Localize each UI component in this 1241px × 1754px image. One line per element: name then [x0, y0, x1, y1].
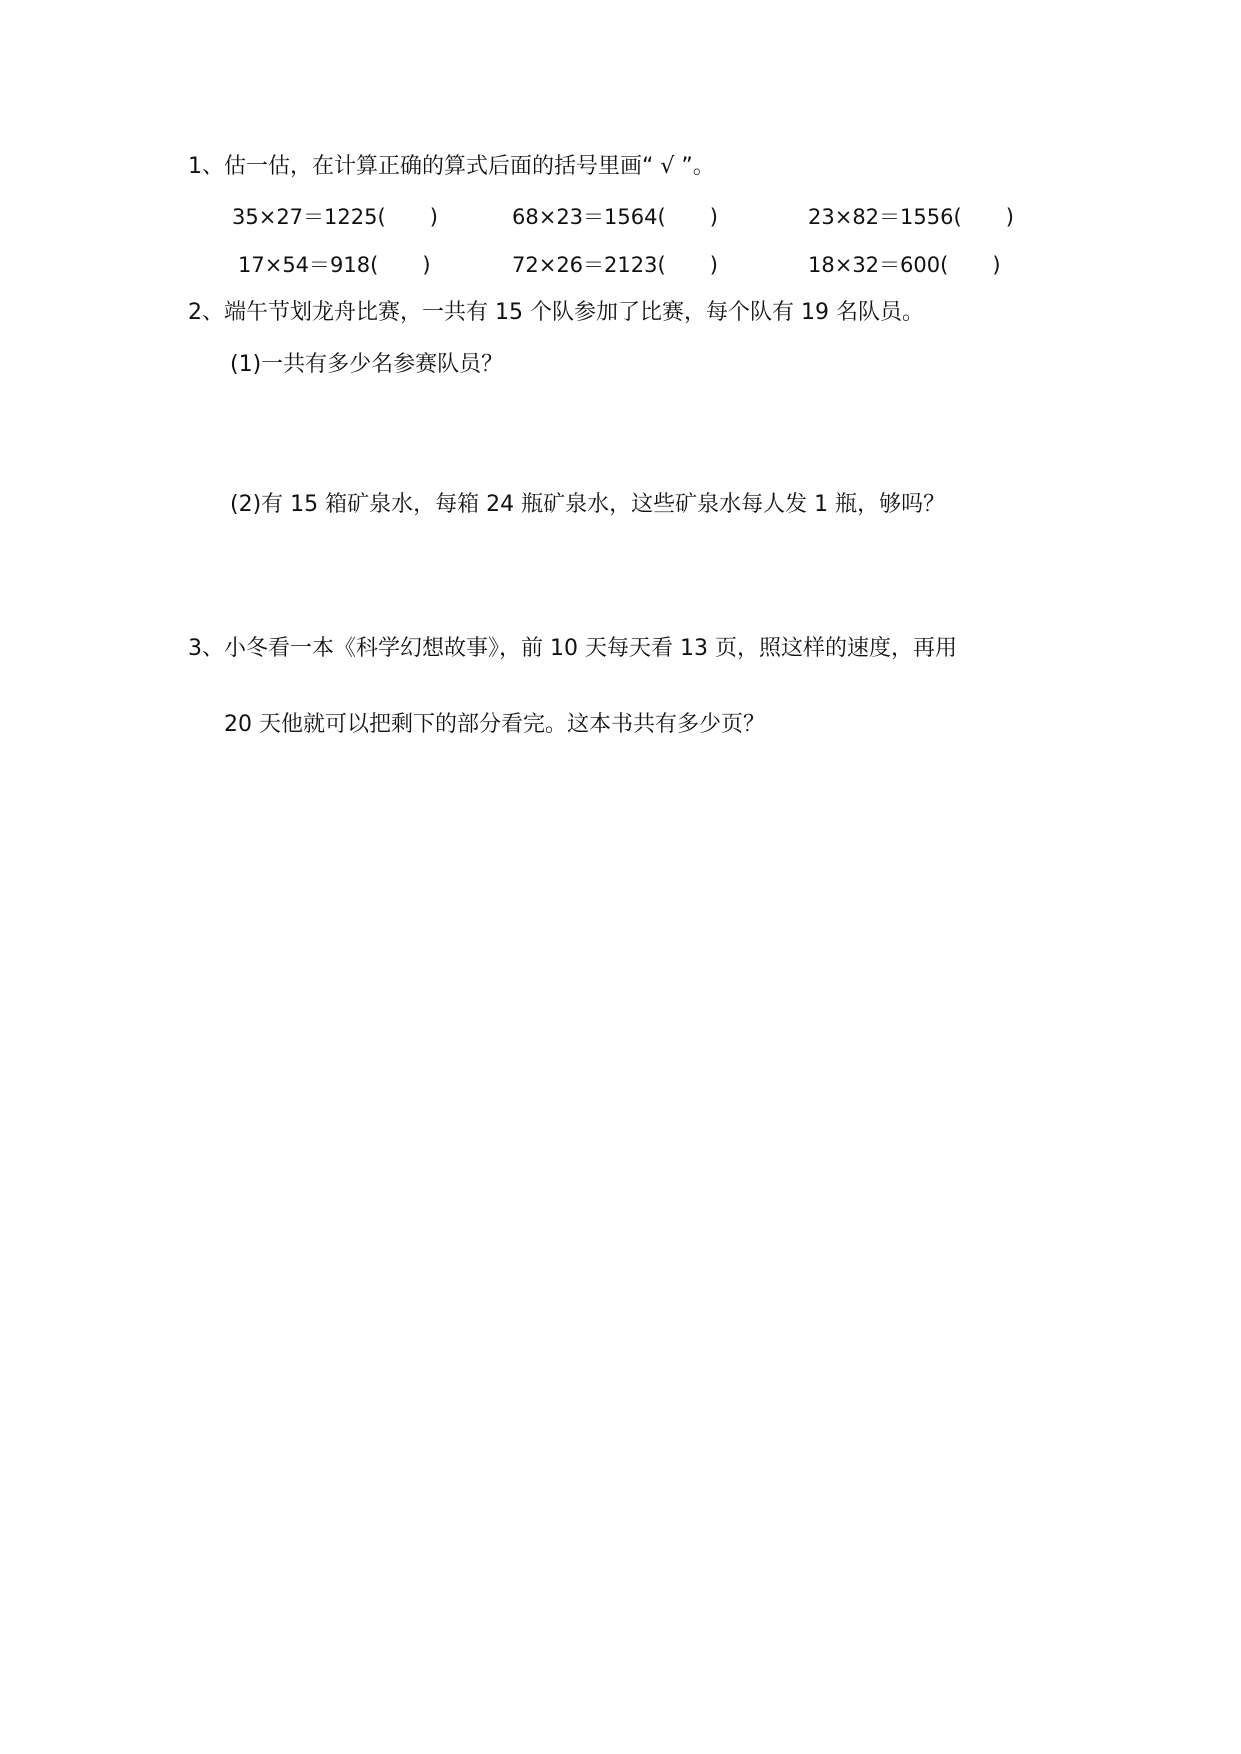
equation-close-paren: )	[422, 253, 431, 277]
equation-close-paren: )	[709, 253, 718, 277]
equation-expression: 17×54＝918(	[238, 253, 379, 277]
equation-close-paren: )	[992, 253, 1001, 277]
equation-expression: 68×23＝1564(	[512, 205, 666, 229]
equation-2	[512, 202, 718, 232]
equation-4	[238, 250, 431, 280]
equation-expression: 23×82＝1556(	[808, 205, 962, 229]
equation-close-paren: )	[709, 205, 718, 229]
question-2-part-1: (1)一共有多少名参赛队员？	[230, 352, 504, 377]
equation-expression: 72×26＝2123(	[512, 253, 666, 277]
equation-1	[232, 202, 438, 232]
question-2-title: 2、端午节划龙舟比赛，一共有 15 个队参加了比赛，每个队有 19 名队员。	[188, 300, 924, 325]
question-3-line-1: 3、小冬看一本《科学幻想故事》，前 10 天每天看 13 页，照这样的速度，再用	[188, 636, 957, 661]
equation-6	[808, 250, 1001, 280]
equation-expression: 18×32＝600(	[808, 253, 949, 277]
question-2-part-2: (2)有 15 箱矿泉水，每箱 24 瓶矿泉水，这些矿泉水每人发 1 瓶，够吗？	[230, 492, 946, 517]
equation-3	[808, 202, 1014, 232]
equation-expression: 35×27＝1225(	[232, 205, 386, 229]
equation-close-paren: )	[429, 205, 438, 229]
equation-close-paren: )	[1005, 205, 1014, 229]
question-3-line-2: 20 天他就可以把剩下的部分看完。这本书共有多少页？	[224, 712, 765, 737]
question-1-title: 1、估一估，在计算正确的算式后面的括号里画“ √ ”。	[188, 154, 715, 179]
equation-5	[512, 250, 718, 280]
